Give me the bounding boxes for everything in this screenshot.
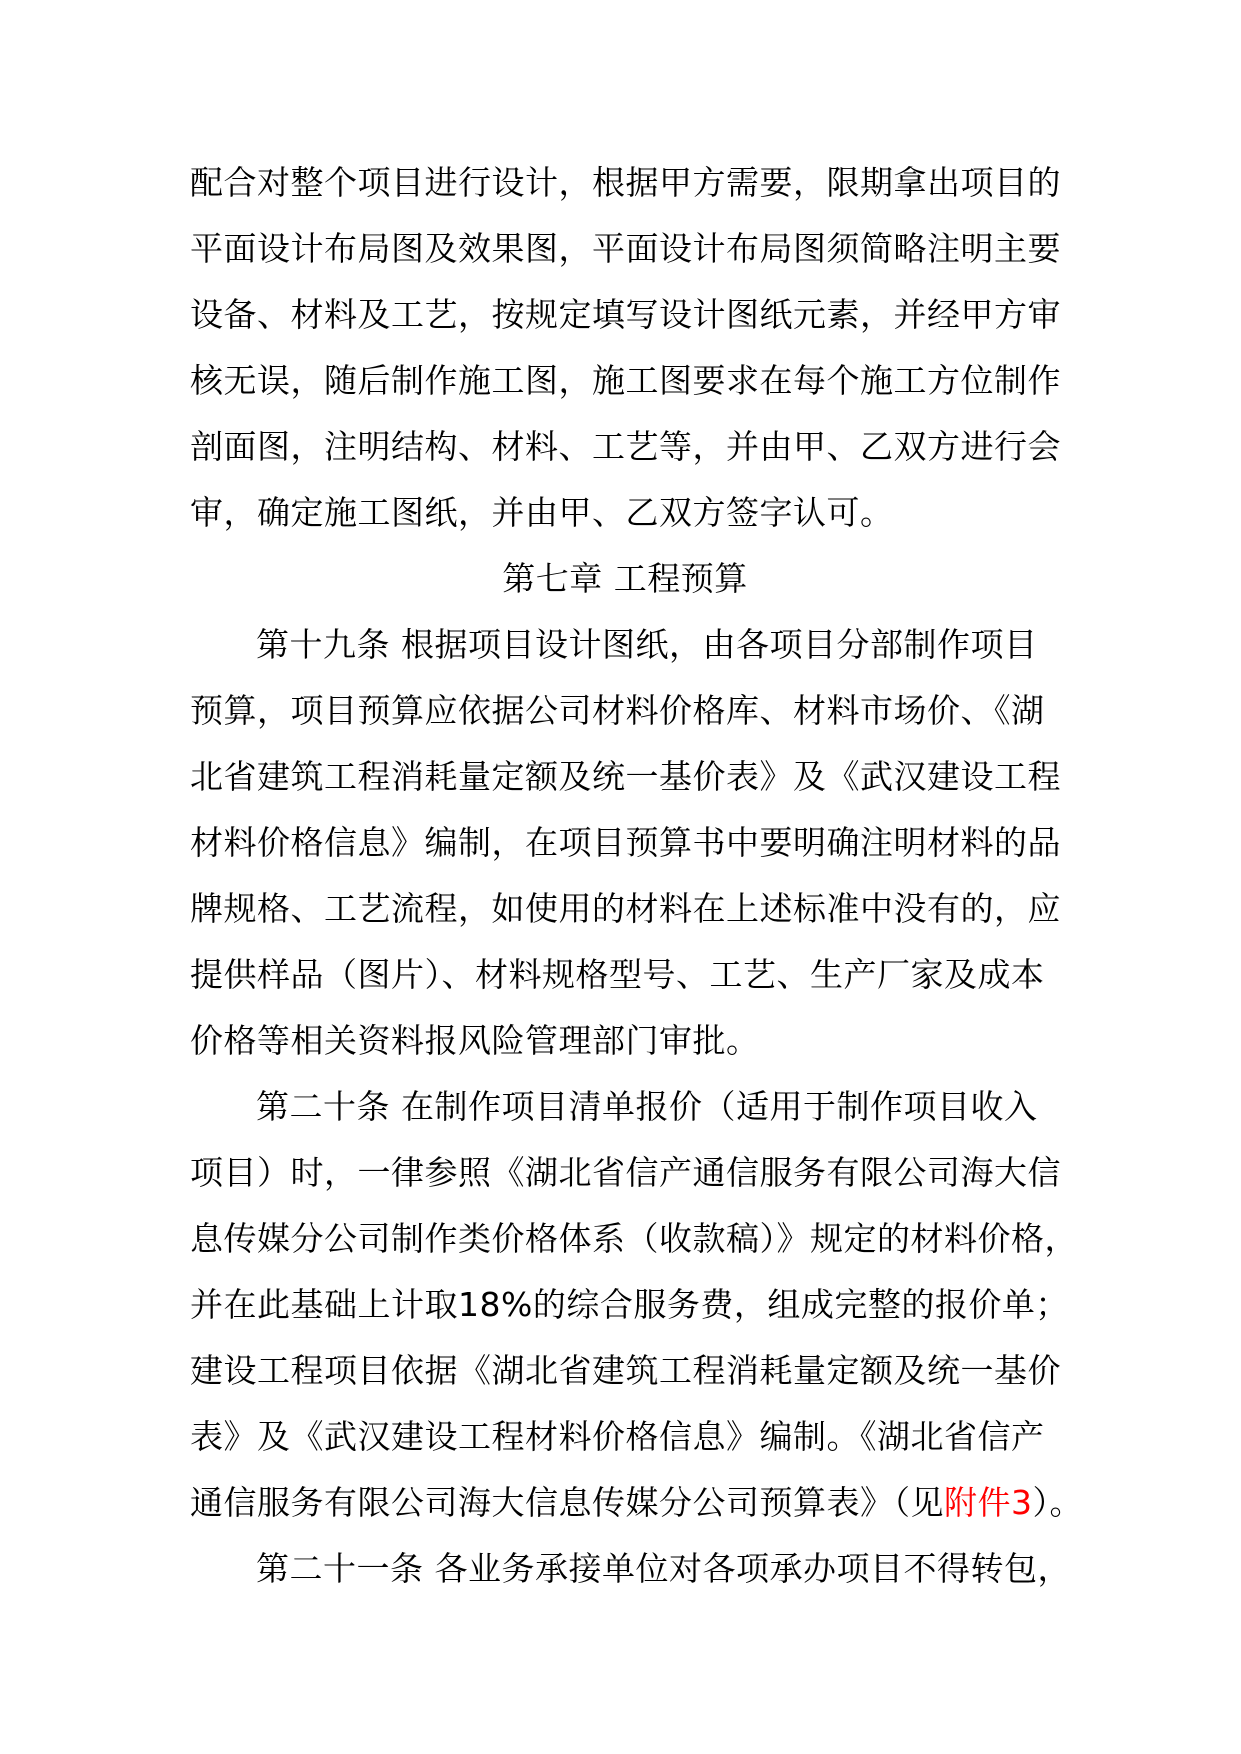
text-line: 牌规格、工艺流程，如使用的材料在上述标准中没有的，应	[190, 889, 1061, 928]
text-line: 审，确定施工图纸，并由甲、乙双方签字认可。	[190, 493, 894, 532]
text-line: 第十九条 根据项目设计图纸，由各项目分部制作项目	[256, 625, 1038, 664]
text-line: 设备、材料及工艺，按规定填写设计图纸元素，并经甲方审	[190, 295, 1061, 334]
text-line: 息传媒分公司制作类价格体系（收款稿）》规定的材料价格，	[190, 1219, 1078, 1258]
text-line: 核无误，随后制作施工图，施工图要求在每个施工方位制作	[190, 361, 1061, 400]
text-segment: ）。	[1032, 1483, 1083, 1522]
continuation-paragraph	[190, 150, 1060, 546]
text-line: 提供样品（图片）、材料规格型号、工艺、生产厂家及成本	[190, 955, 1045, 994]
text-line: 并在此基础上计取18%的综合服务费，组成完整的报价单；	[190, 1285, 1069, 1324]
text-line: 北省建筑工程消耗量定额及统一基价表》及《武汉建设工程	[190, 757, 1061, 796]
text-line: 配合对整个项目进行设计，根据甲方需要，限期拿出项目的	[190, 163, 1061, 202]
text-line: 材料价格信息》编制，在项目预算书中要明确注明材料的品	[190, 823, 1061, 862]
text-line: 第二十条 在制作项目清单报价（适用于制作项目收入	[256, 1087, 1038, 1126]
text-line: 第二十一条 各业务承接单位对各项承办项目不得转包，	[256, 1549, 1071, 1588]
text-line: 建设工程项目依据《湖北省建筑工程消耗量定额及统一基价	[190, 1351, 1061, 1390]
text-line: 预算，项目预算应依据公司材料价格库、材料市场价、《湖	[190, 691, 1045, 730]
text-line: 平面设计布局图及效果图，平面设计布局图须简略注明主要	[190, 229, 1061, 268]
document-page	[190, 150, 1083, 1602]
text-line: 价格等相关资料报风险管理部门审批。	[190, 1021, 760, 1060]
article-19	[190, 612, 1060, 1074]
article-21	[190, 1536, 1071, 1602]
text-line: 表》及《武汉建设工程材料价格信息》编制。《湖北省信产	[190, 1417, 1045, 1456]
attachment-3-link[interactable]: 附件3	[944, 1483, 1033, 1522]
text-line: 剖面图，注明结构、材料、工艺等，并由甲、乙双方进行会	[190, 427, 1061, 466]
text-line: 项目）时，一律参照《湖北省信产通信服务有限公司海大信	[190, 1153, 1061, 1192]
text-segment: 通信服务有限公司海大信息传媒分公司预算表》（见	[190, 1483, 944, 1522]
chapter-heading: 第七章 工程预算	[502, 559, 748, 598]
text-line-with-link	[190, 1470, 1083, 1536]
article-20	[190, 1074, 1083, 1536]
